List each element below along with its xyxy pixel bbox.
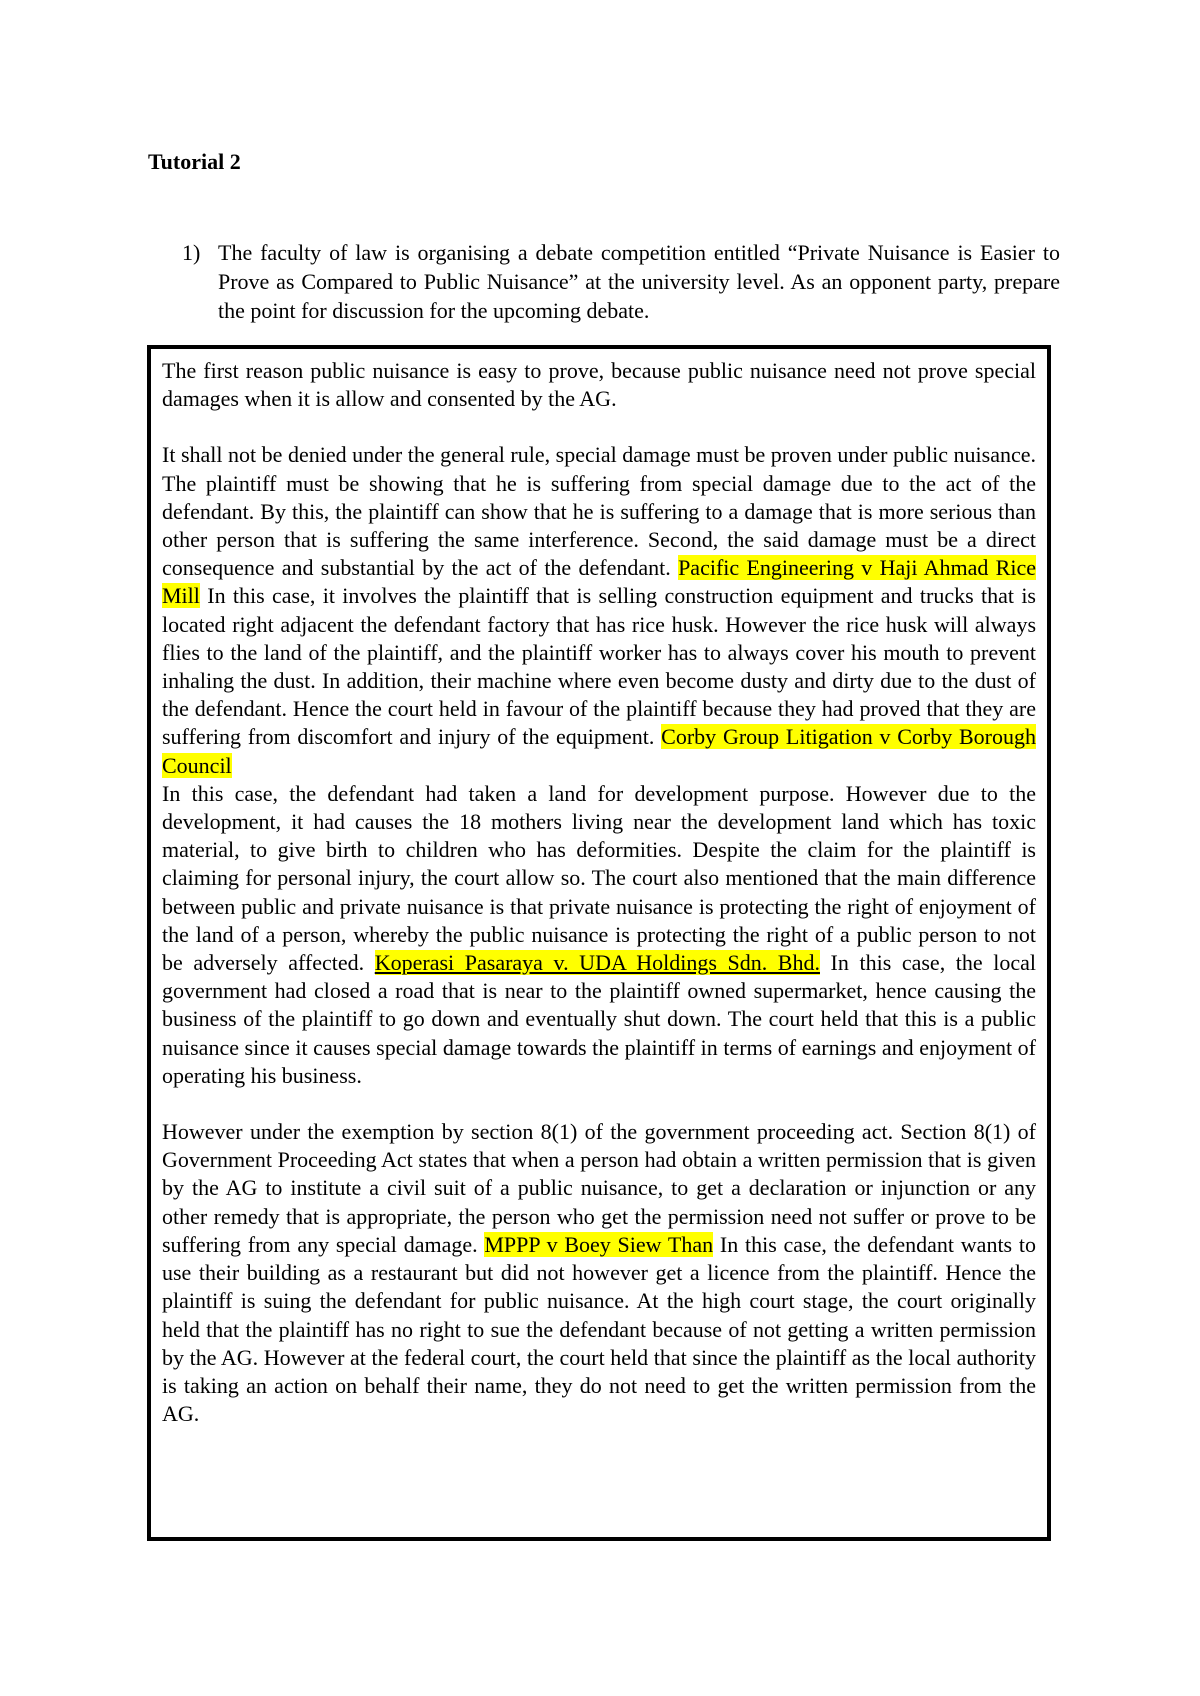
answer-text: However under the exemption by section 8(1) of the government proceeding act. Section 8(1) of Government Proceeding Act states that when a person had obtain a written permission that is given by the AG to institute a civil suit of a public nuisance, to get a declaration or injunction or any other remedy that is appropriate, the person who get the permission need not suffer or prove to be suffering from any special damage. (162, 1119, 1036, 1257)
answer-box (147, 345, 1051, 1541)
case-citation-highlight: Koperasi Pasaraya v. UDA Holdings Sdn. Bhd. (374, 950, 820, 976)
answer-paragraph-2 (162, 441, 1036, 779)
answer-text: In this case, the defendant had taken a land for development purpose. However due to the development, it had causes the 18 mothers living near the development land which has toxic material, to give birth to children who has deformities. Despite the claim for the plaintiff is claiming for personal injury, the court allow so. The court also mentioned that the main difference between public and private nuisance is that private nuisance is protecting the right of enjoyment of the land of a person, whereby the public nuisance is protecting the right of a public person to not be adversely affected. (162, 780, 1036, 976)
question-text: The faculty of law is organising a debate competition entitled “Private Nuisance is Easier to Prove as Compared to Public Nuisance” at the university level. As an opponent party, prepare the point for discussion for the upcoming debate. (218, 240, 1060, 323)
answer-text: In this case, the defendant wants to use their building as a restaurant but did not however get a licence from the plaintiff. Hence the plaintiff is suing the defendant for public nuisance. At the high court stage, the court originally held that the plaintiff has no right to sue the defendant because of not getting a written permission by the AG. However at the federal court, the court held that since the plaintiff as the local authority is taking an action on behalf their name, they do not need to get the written permission from the AG. (162, 1231, 1036, 1427)
answer-text: It shall not be denied under the general rule, special damage must be proven under public nuisance. The plaintiff must be showing that he is suffering from special damage due to the act of the defendant. By this, the plaintiff can show that he is suffering to a damage that is more serious than other person that is suffering the same interference. Second, the said damage must be a direct consequence and substantial by the act of the defendant. (162, 442, 1036, 581)
question-number: 1) (182, 240, 201, 265)
answer-paragraph-4 (162, 1118, 1036, 1428)
answer-text: In this case, the local government had closed a road that is near to the plaintiff owned supermarket, hence causing the business of the plaintiff to go down and eventually shut down. The court held that this is a public nuisance since it causes special damage towards the plaintiff in terms of earnings and enjoyment of operating his business. (162, 950, 1036, 1088)
case-citation-highlight: Corby Group Litigation v Corby Borough Council (162, 724, 1037, 778)
answer-text: In this case, it involves the plaintiff that is selling construction equipment and trucks that is located right adjacent the defendant factory that has rice husk. However the rice husk will always flies to the land of the plaintiff, and the plaintiff worker has to always cover his mouth to prevent inhaling the dust. In addition, their machine where even become dusty and dirty due to the dust of the defendant. Hence the court held in favour of the plaintiff because they had proved that they are suffering from discomfort and injury of the equipment. (162, 583, 1036, 750)
page-title: Tutorial 2 (148, 149, 241, 174)
case-citation-highlight: Pacific Engineering v Haji Ahmad Rice Mill (162, 555, 1036, 609)
answer-paragraph-1: The first reason public nuisance is easy to prove, because public nuisance need not prove special damages when it is allow and consented by the AG. (162, 358, 1036, 412)
answer-paragraph-3 (162, 780, 1036, 1090)
question-item (182, 238, 1060, 325)
case-citation-highlight: MPPP v Boey Siew Than (484, 1231, 714, 1257)
